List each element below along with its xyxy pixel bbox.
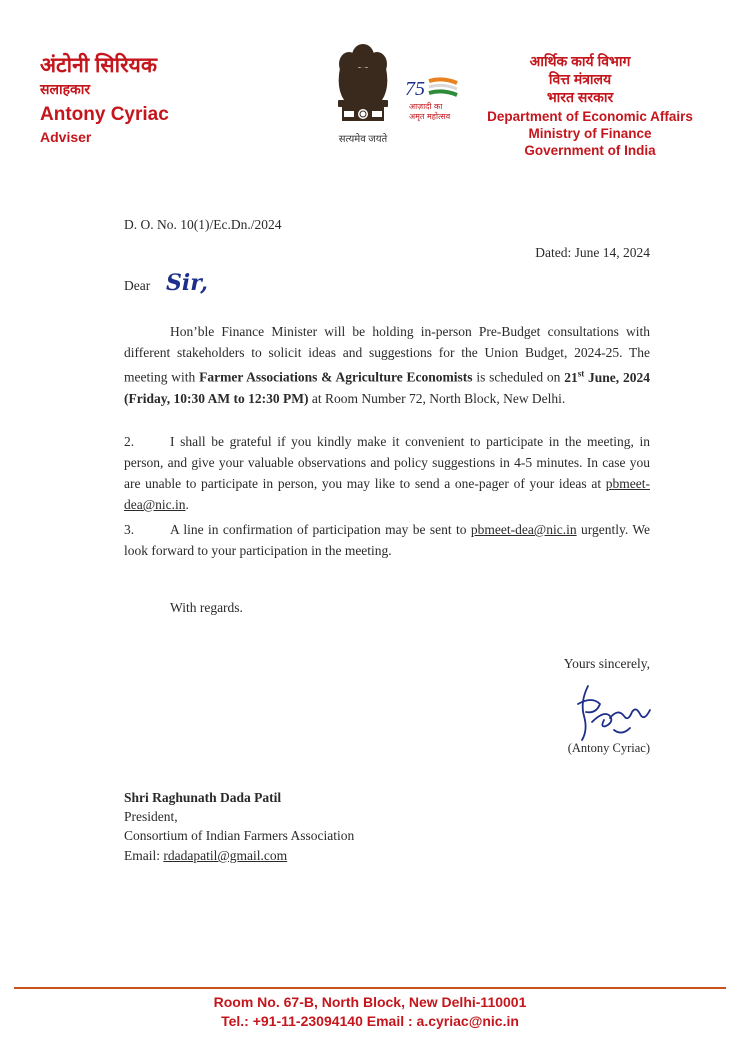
emblem-motto: सत्यमेव जयते	[338, 134, 388, 145]
meeting-day: 21	[564, 369, 578, 385]
sender-title: Adviser	[40, 129, 92, 145]
ministry-name: Ministry of Finance	[528, 126, 652, 141]
meeting-day-suffix: st	[577, 368, 585, 378]
department-name: Department of Economic Affairs	[487, 109, 693, 124]
footer-address: Room No. 67-B, North Block, New Delhi-110001	[213, 994, 527, 1010]
azadi-number: 75	[405, 78, 425, 100]
addressee-title: President,	[124, 809, 178, 824]
paragraph-3-text: A line in confirmation of participation may be sent to	[170, 522, 471, 537]
valediction: Yours sincerely,	[563, 656, 650, 671]
addressee-organization: Consortium of Indian Farmers Association	[124, 828, 355, 843]
department-hindi-line1: आर्थिक कार्य विभाग	[529, 53, 631, 69]
closing: With regards.	[170, 600, 243, 615]
signature-image	[570, 682, 660, 746]
paragraph-2	[124, 431, 650, 515]
sender-title-hindi: सलाहकार	[40, 81, 91, 97]
paragraph-3-number: 3.	[124, 522, 135, 537]
meeting-date-rest: June, 2024 (Friday, 10:30 AM to 12:30 PM)	[124, 369, 650, 406]
paragraph-1	[124, 321, 650, 409]
department-hindi-line3: भारत सरकार	[546, 89, 614, 105]
paragraph-2-end: .	[185, 497, 189, 512]
email-link[interactable]: pbmeet-dea@nic.in	[124, 476, 650, 512]
signatory-name: (Antony Cyriac)	[567, 741, 650, 755]
salutation: Dear	[124, 278, 151, 293]
sender-name: Antony Cyriac	[40, 104, 169, 125]
government-name: Government of India	[524, 143, 656, 158]
paragraph-1-text-a: Hon’ble Finance Minister will be holding in-person Pre-Budget consultations with different stakeholders to solicit ideas and suggestions for the Union Budget, 2024-25. The meeting with	[124, 324, 650, 385]
paragraph-3-end: urgently. We look forward to your participation in the meeting.	[124, 522, 650, 558]
reference-number: D. O. No. 10(1)/Ec.Dn./2024	[124, 217, 282, 232]
footer-divider	[14, 987, 726, 989]
azadi-text-1: आज़ादी का	[409, 102, 443, 111]
addressee-email-link[interactable]: rdadapatil@gmail.com	[163, 848, 288, 863]
paragraph-2-text: I shall be grateful if you kindly make it convenient to participate in the meeting, in person, and give your valuable observations and policy suggestions in 4-5 minutes. In case you are unable to participate in person, you may like to send a one-pager of your ideas at	[124, 434, 650, 491]
paragraph-3	[124, 519, 650, 561]
letter-date: Dated: June 14, 2024	[535, 245, 650, 260]
footer-contact: Tel.: +91-11-23094140 Email : a.cyriac@nic.in	[221, 1013, 519, 1029]
department-hindi-line2: वित्त मंत्रालय	[548, 71, 612, 87]
sender-name-hindi: अंटोनी सिरियक	[40, 54, 157, 77]
meeting-group: Farmer Associations & Agriculture Economists	[199, 369, 473, 385]
addressee-email-label: Email:	[124, 848, 164, 863]
email-link[interactable]: pbmeet-dea@nic.in	[470, 522, 577, 537]
addressee-email	[124, 845, 287, 866]
azadi-text-2: अमृत महोत्सव	[409, 112, 451, 121]
paragraph-1-text-b: is scheduled on	[472, 369, 565, 385]
azadi-ka-amrit-mahotsav-logo	[403, 75, 471, 123]
paragraph-2-number: 2.	[124, 434, 135, 449]
addressee-name: Shri Raghunath Dada Patil	[124, 790, 282, 805]
handwritten-salutation: Sir,	[166, 270, 208, 296]
paragraph-1-text-c: at Room Number 72, North Block, New Delhi.	[308, 390, 566, 406]
